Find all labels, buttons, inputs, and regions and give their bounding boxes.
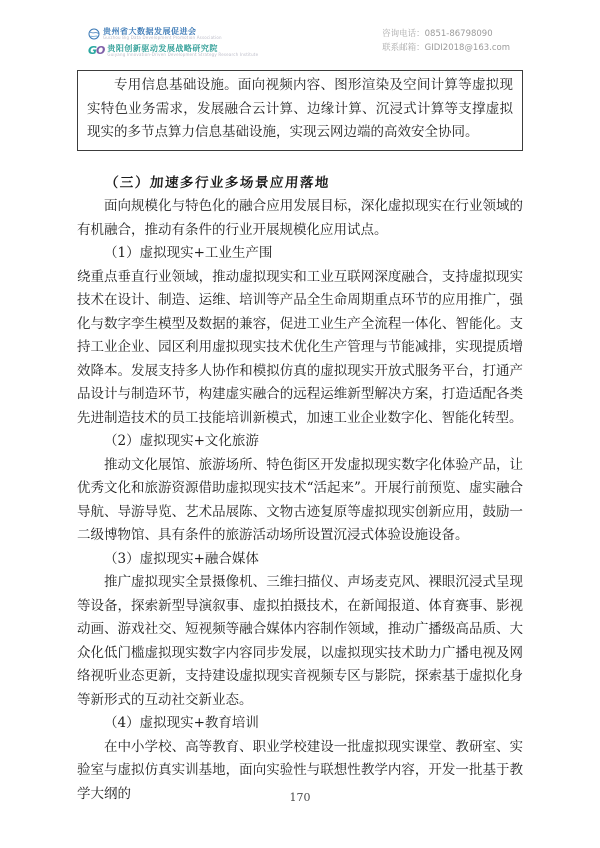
subsection-3-title: （3）虚拟现实+融合媒体 (104, 550, 259, 567)
institute-name-en: Guiyang Innovation-Driven Development Strategy Research Institute (107, 52, 259, 57)
subsection-4-body: 在中小学校、高等教育、职业学校建设一批虚拟现实课堂、教研室、实验室与虚拟仿真实训基地，面向实验性与联想性教学内容，开发一批基于教学大纲的 (77, 738, 523, 802)
association-logo (88, 27, 258, 40)
subsection-2-title: （2）虚拟现实+文化旅游 (104, 433, 259, 449)
header-logos (88, 27, 258, 57)
page-footer (0, 791, 600, 804)
subsection-1-body: 绕重点垂直行业领域，推动虚拟现实和工业互联网深度融合，支持虚拟现实技术在设计、制造、运维、培训等产品全生命周期重点环节的应用推广，强化与数字孪生模型及数据的兼容，促进工业生产全流程一体化、智能化。支持工业企业、园区利用虚拟现实技术优化生产管理与节能减排，实现提质增效降本。发展支持多人协作和模拟仿真的虚拟现实开放式服务平台，打通产品设计与制造环节，构建虚实融合的远程运维新型解决方案，打造适配各类先进制造技术的员工技能培训新模式，加速工业企业数字化、智能化转型。 (77, 268, 523, 426)
gidi-logo-icon: GO (88, 44, 105, 57)
globe-icon (88, 28, 100, 40)
subsection-3-body: 推广虚拟现实全景摄像机、三维扫描仪、声场麦克风、裸眼沉浸式呈现等设备，探索新型导演叙事、虚拟拍摄技术，在新闻报道、体育赛事、影视动画、游戏社交、短视频等融合媒体内容制作领域，推动广播级高品质、大众化低门槛虚拟现实数字内容同步发展，以虚拟现实技术助力广播电视及网络视听业态更新，支持建设虚拟现实音视频专区与影院，探索基于虚拟化身等新形式的互动社交新业态。 (77, 574, 523, 708)
page-number: 170 (289, 791, 311, 804)
contact-info (382, 27, 510, 55)
phone-label: 咨询电话： (382, 29, 425, 39)
institute-name: 贵阳创新驱动发展战略研究院 (107, 44, 218, 53)
contact-email-line (382, 41, 510, 55)
association-name: 贵州省大数据发展促进会 (103, 27, 197, 36)
phone-number: 0851-86798090 (424, 29, 493, 39)
institute-logo (88, 44, 258, 57)
email-label: 联系邮箱： (382, 43, 425, 53)
page-header (0, 0, 600, 57)
subsection-4-title: （4）虚拟现实+教育培训 (104, 715, 259, 731)
contact-phone-line (382, 27, 510, 41)
email-address: GIDI2018@163.com (424, 43, 510, 53)
document-content (77, 70, 523, 806)
subsection-2-body: 推动文化展馆、旅游场所、特色街区开发虚拟现实数字化体验产品，让优秀文化和旅游资源借助虚拟现实技术“活起来”。开展行前预览、虚实融合导航、导游导览、艺术品展陈、文物古迹复原等虚拟现实创新应用，鼓励一二级博物馆、具有条件的旅游活动场所设置沉浸式体验设施设备。 (77, 456, 523, 543)
highlight-box (77, 70, 523, 151)
section-heading: （三）加速多行业多场景应用落地 (104, 174, 331, 191)
boxed-note-text: 专用信息基础设施。面向视频内容、图形渲染及空间计算等虚拟现实特色业务需求，发展融合云计算、边缘计算、沉浸式计算等支撑虚拟现实的多节点算力信息基础设施，实现云网边端的高效安全协同。 (87, 77, 513, 140)
association-name-en: Guizhou Big Data Development Promotion Association (103, 35, 222, 40)
subsection-1-title: （1）虚拟现实+工业生产围 (104, 245, 273, 261)
intro-paragraph: 面向规模化与特色化的融合应用发展目标，深化虚拟现实在行业领域的有机融合，推动有条件的行业开展规模化应用试点。 (77, 198, 523, 238)
